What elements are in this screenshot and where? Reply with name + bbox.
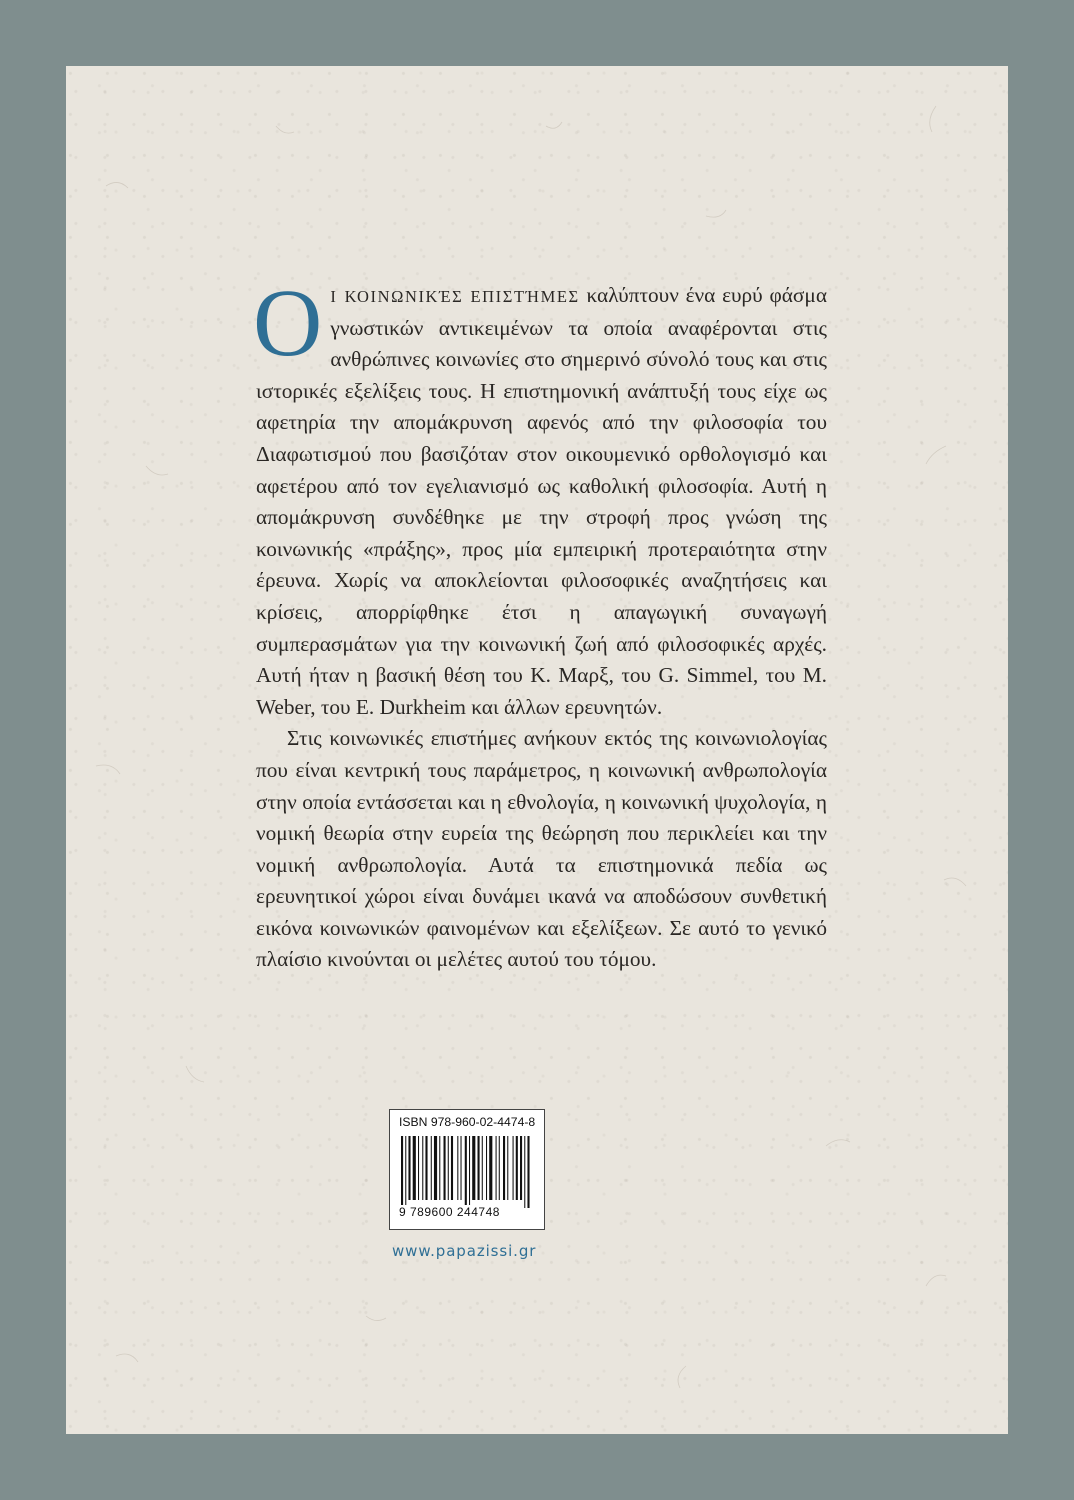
back-cover-blurb	[253, 269, 827, 976]
opening-small-caps: Ι ΚΟΙΝΩΝΙΚΈΣ ΕΠΙΣΤΉΜΕΣ	[330, 287, 580, 306]
barcode-icon	[401, 1136, 535, 1208]
isbn-label: ISBN 978-960-02-4474-8	[399, 1115, 536, 1129]
isbn-barcode-box	[389, 1109, 545, 1230]
barcode-number: 9 789600 244748	[399, 1205, 500, 1219]
drop-cap: Ο	[253, 269, 323, 376]
publisher-website[interactable]: www.papazissi.gr	[392, 1242, 537, 1260]
blurb-paragraph-1	[253, 269, 827, 723]
blurb-paragraph-2: Στις κοινωνικές επιστήμες ανήκουν εκτός της κοινωνιολογίας που είναι κεντρική τους παράμετρος, η κοινωνική ανθρωπολογία στην οποία εντάσσεται και η εθνολογία, η κοινωνική ψυχολογία, η νομική θεωρία στην ευρεία της θεώρηση που περικλείει και την νομική ανθρωπολογία. Αυτά τα επιστημονικά πεδία ως ερευνητικοί χώροι είναι δυνάμει ικανά να αποδώσουν συνθετική εικόνα κοινωνικών φαινομένων και εξελίξεων. Σε αυτό το γενικό πλαίσιο κινούνται οι μελέτες αυτού του τόμου.	[256, 726, 827, 972]
paragraph-1-text: καλύπτουν ένα ευρύ φάσμα γνωστικών αντικειμένων τα οποία αναφέρονται στις ανθρώπινες κοινωνίες στο σημερινό σύνολό τους και στις ιστορικές εξελίξεις τους. Η επιστημονική ανάπτυξή τους είχε ως αφετηρία την απομάκρυνση αφενός από την φιλοσοφία του Διαφωτισμού που βασιζόταν στον οικουμενικό ορθολογισμό και αφετέρου από τον εγελιανισμό ως καθολική φιλοσοφία. Αυτή η απομάκρυνση συνδέθηκε με την στροφή προς γνώση της κοινωνικής «πράξης», προς μία εμπειρική προτεραιότητα στην έρευνα. Χωρίς να αποκλείονται φιλοσοφικές αναζητήσεις και κρίσεις, απορρίφθηκε έτσι η απαγωγική συναγωγή συμπερασμάτων για την κοινωνική ζωή από φιλοσοφικές αρχές. Αυτή ήταν η βασική θέση του K. Μαρξ, του G. Simmel, του M. Weber, του E. Durkheim και άλλων ερευνητών.	[256, 283, 827, 719]
